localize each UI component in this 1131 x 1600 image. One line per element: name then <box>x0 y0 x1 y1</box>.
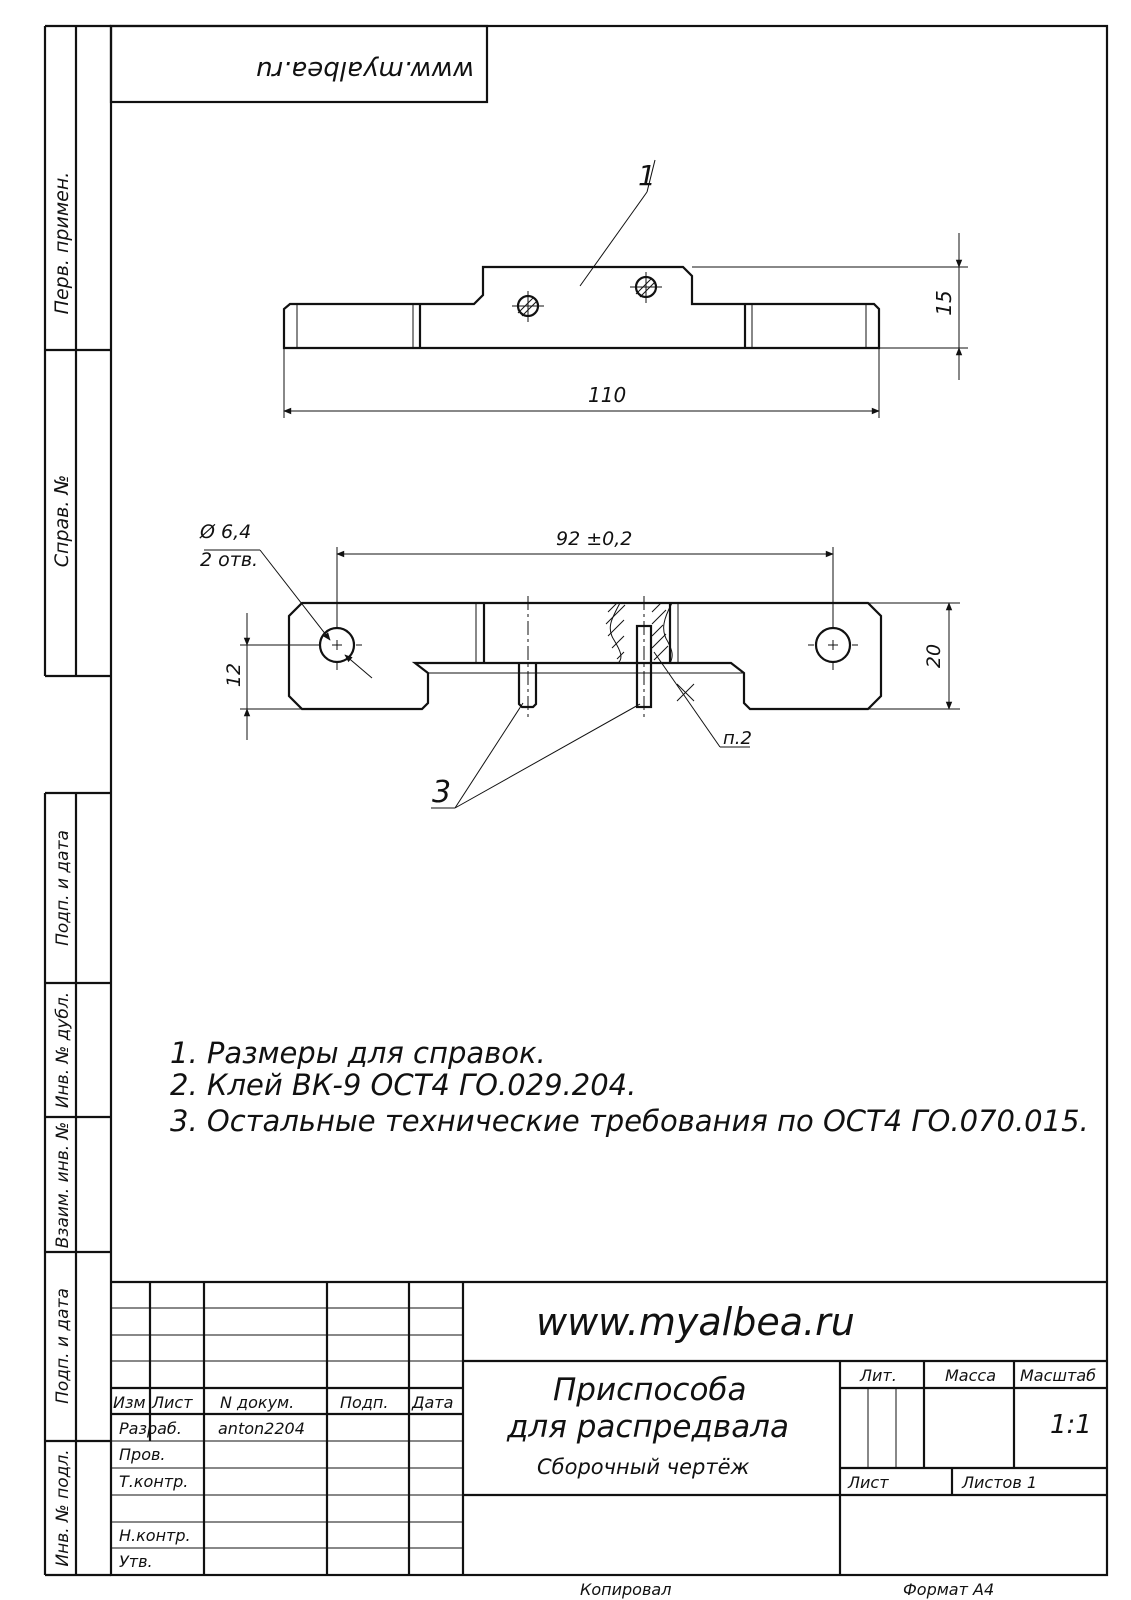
hole-count-label: 2 отв. <box>200 549 259 571</box>
side-label-perv-primen: Перв. примен. <box>51 171 73 315</box>
list-label: Лист <box>848 1473 889 1492</box>
row-tkontr: Т.контр. <box>119 1472 189 1491</box>
side-label-podp-data-2: Подп. и дата <box>53 1288 73 1404</box>
drawing-title-line1: Приспособа <box>553 1372 747 1408</box>
footer-kopiroval: Копировал <box>580 1580 672 1599</box>
weld-note-label: п.2 <box>723 728 752 749</box>
document-type: Сборочный чертёж <box>537 1455 750 1479</box>
top-view-leader-label: 1 <box>638 159 656 192</box>
drawing-title-line2: для распредвала <box>507 1409 789 1445</box>
footer-format: Формат А4 <box>903 1580 995 1599</box>
row-prov: Пров. <box>119 1445 166 1464</box>
header-list: Лист <box>152 1393 193 1412</box>
side-label-sprav-no: Справ. № <box>51 474 73 568</box>
massa-label: Масса <box>945 1366 997 1385</box>
front-view <box>204 547 960 808</box>
dim-center-distance: 92 ±0,2 <box>556 528 633 550</box>
lit-label: Лит. <box>860 1366 897 1385</box>
header-data: Дата <box>412 1393 454 1412</box>
top-view-dim-height: 15 <box>932 290 956 316</box>
header-izm: Изм <box>113 1393 146 1412</box>
row-nkontr: Н.контр. <box>119 1526 191 1545</box>
hole-diameter-label: Ø 6,4 <box>200 521 252 543</box>
note-2: 2. Клей ВК-9 ОСТ4 ГО.029.204. <box>170 1068 637 1102</box>
side-label-vzaim-inv: Взаим. инв. № <box>53 1121 73 1249</box>
side-label-inv-podl: Инв. № подл. <box>53 1449 73 1567</box>
row-razrab: Разраб. <box>119 1419 182 1438</box>
note-1: 1. Размеры для справок. <box>170 1036 546 1070</box>
dim-right-height: 20 <box>923 643 945 669</box>
dim-left-height: 12 <box>223 662 245 688</box>
developer-name: anton2204 <box>218 1419 305 1438</box>
pins-leader-label: 3 <box>432 775 452 810</box>
side-label-inv-dubl: Инв. № дубл. <box>53 991 73 1109</box>
header-podp: Подп. <box>340 1393 389 1412</box>
row-utv: Утв. <box>119 1552 153 1571</box>
header-n-dokum: N докум. <box>220 1393 295 1412</box>
listov-label: Листов 1 <box>962 1473 1038 1492</box>
top-view <box>284 160 968 418</box>
scale-value: 1:1 <box>1050 1410 1092 1440</box>
masshtab-label: Масштаб <box>1020 1366 1097 1385</box>
top-site-watermark: www.myalbea.ru <box>255 55 475 85</box>
top-view-dim-length: 110 <box>588 383 627 407</box>
note-3: 3. Остальные технические требования по ОСТ4 ГО.070.015. <box>170 1104 1089 1138</box>
title-block-site: www.myalbea.ru <box>536 1300 855 1344</box>
side-label-podp-data-1: Подп. и дата <box>53 830 73 946</box>
